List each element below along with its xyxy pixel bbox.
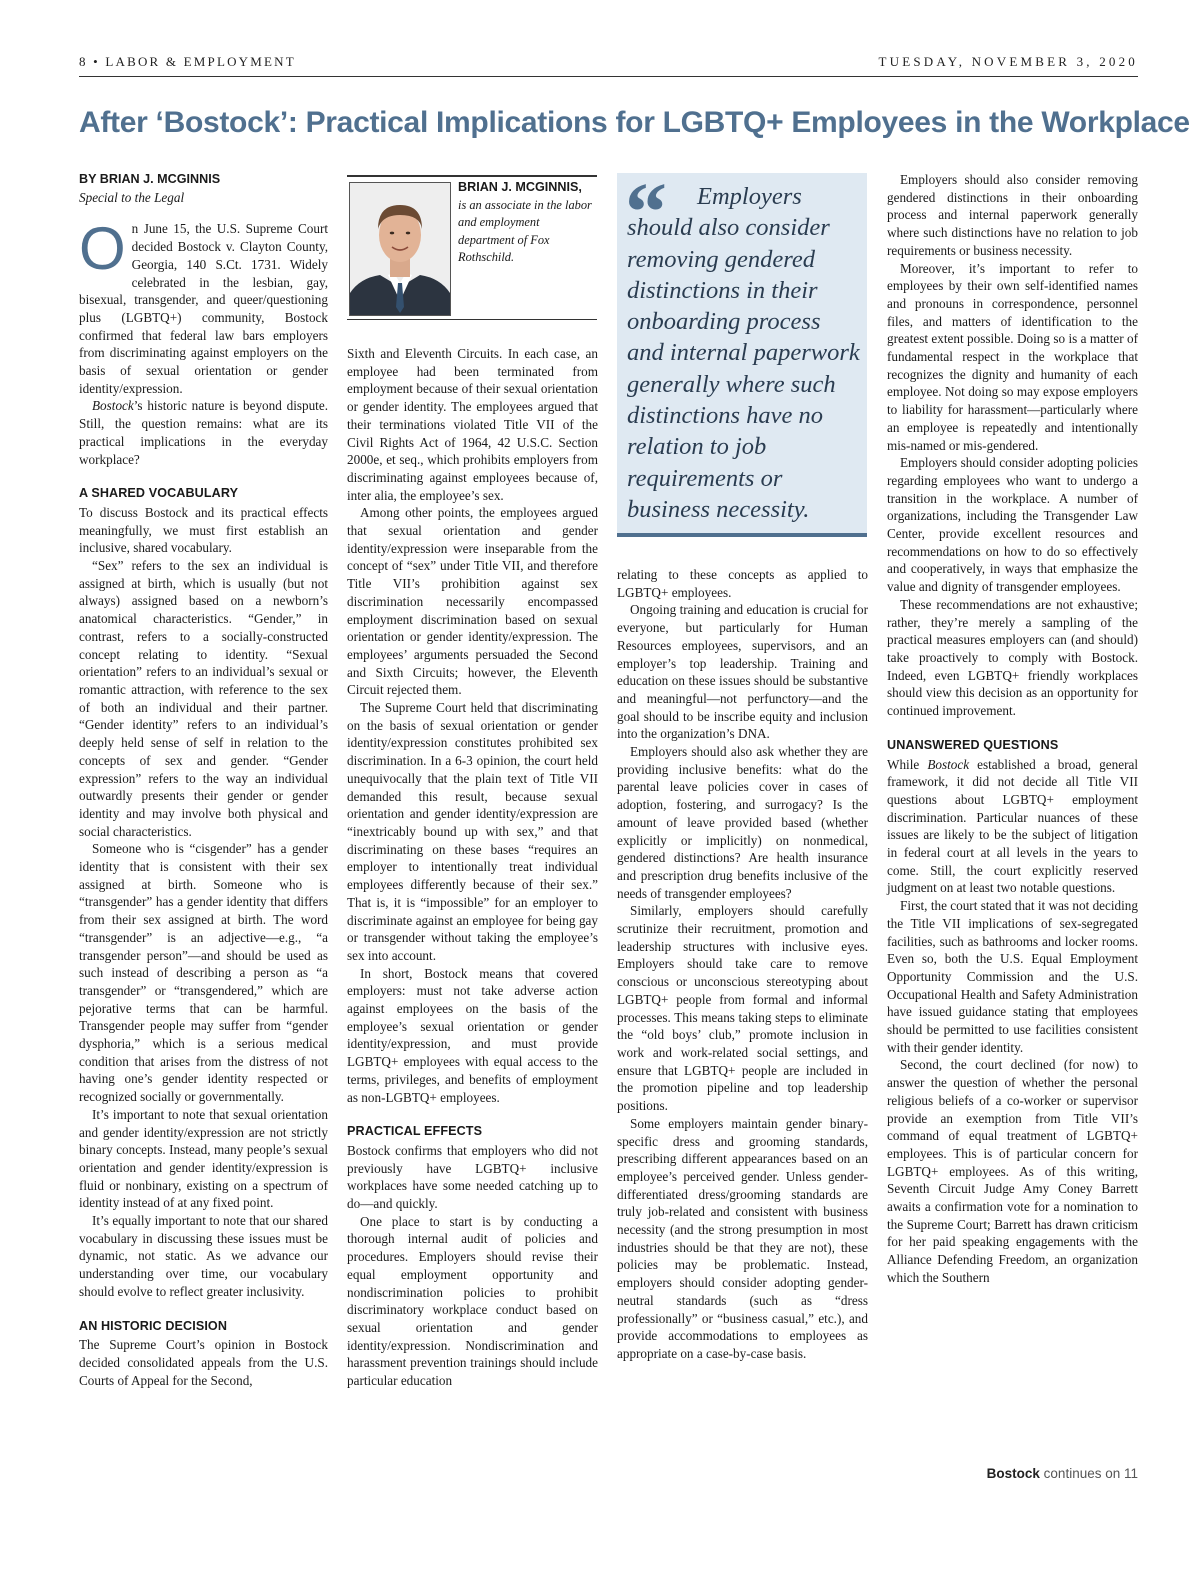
paragraph: On June 15, the U.S. Supreme Court decided Bostock v. Clayton County, Georgia, 140 S.Ct. 1731. Widely celebrated in the lesbian, gay, bisexual, transgender, and queer/questioning plus (LGBTQ+) community, Bostock confirmed that federal law bars employers from discriminating against employers on the basis of sexual orientation or gender identity/expression.: [79, 215, 328, 396]
author-name: BRIAN J. MCGINNIS,: [458, 180, 582, 194]
paragraph: Moreover, it’s important to refer to employees by their own self-identified names and pronouns in correspondence, personnel files, and matters of identification to the greatest extent possible. Doing so is a matter of fundamental respect in the workplace that recognizes the dignity and humanity of each employee. Not doing so may expose employers to liability for harassment—particularly where an employee is repeatedly and intentionally mis-named or mis-gendered.: [887, 260, 1138, 453]
column-4: [887, 171, 1138, 1287]
continuation-note: [987, 1466, 1138, 1481]
paragraph: The Supreme Court’s opinion in Bostock decided consolidated appeals from the U.S. Courts of Appeal for the Second,: [79, 1337, 328, 1388]
paragraph: The Supreme Court held that discriminating on the basis of sexual orientation or gender identity/expression constitutes prohibited sex discrimination. In a 6-3 opinion, the court held unequivocally that the plain text of Title VII demanded this result, because sexual orientation and gender identity/expression are “inextricably bound up with sex,” and that discriminating on these bases “requires an employer to intentionally treat individual employees differently because of their sex.” That is, it is “impossible” for an employer to discriminate against an employee for being gay or transgender without taking the employee’s sex into account.: [347, 700, 598, 963]
section-heading: A SHARED VOCABULARY: [79, 486, 239, 501]
paragraph: It’s important to note that sexual orientation and gender identity/expression are not strictly binary concepts. Instead, many people’s sexual orientation and gender identity/expression is fluid or nonbinary, existing on a spectrum of identity instead of at any fixed point.: [79, 1106, 328, 1211]
column-2: [347, 345, 598, 1390]
paragraph: Some employers maintain gender binary-specific dress and grooming standards, prescribing different appearances based on an employee’s perceived gender. Unless gender-differentiated dress/grooming standards are truly job-related and consistent with business necessity (and the strong presumption in most industries should be that they are not), these policies may be problematic. Instead, employers should consider adopting gender-neutral standards (such as “dress professionally” or “business casual,” etc.), and provide accommodations to employees as appropriate on a case-by-case basis.: [617, 1115, 868, 1361]
paragraph: Bostock’s historic nature is beyond dispute. Still, the question remains: what are its practical implications in the everyday workplace?: [79, 398, 328, 467]
author-description: is an associate in the labor and employment department of Fox Rothschild.: [458, 197, 592, 264]
pull-quote-text: Employers should also consider removing gendered distinctions in their onboarding process and internal paperwork generally where such distinctions have no relation to job requirements or business necessity.: [627, 183, 860, 523]
page-header: [79, 52, 1138, 72]
drop-cap: O: [79, 215, 126, 283]
continuation-keyword: Bostock: [986, 1466, 1040, 1481]
author-photo: [349, 182, 451, 316]
byline-affiliation: Special to the Legal: [79, 189, 185, 205]
paragraph: While Bostock established a broad, general framework, it did not decide all Title VII questions about LGBTQ+ employment discrimination. Particular nuances of these issues are likely to be the subject of litigation in federal court at all levels in the years to come. Still, the court explicitly reserved judgment on at least two notable questions.: [887, 756, 1138, 896]
issue-date: TUESDAY, NOVEMBER 3, 2020: [878, 54, 1138, 69]
paragraph: Bostock confirms that employers who did not previously have LGBTQ+ inclusive workplaces have some needed catching up to do—and quickly.: [347, 1142, 598, 1212]
section-label: 8 • LABOR & EMPLOYMENT: [79, 54, 296, 69]
section-heading: UNANSWERED QUESTIONS: [887, 737, 1059, 752]
paragraph: Similarly, employers should carefully scrutinize their recruitment, promotion and leadership structures with inclusive eyes. Employers should take care to remove conscious or unconscious stereotyping about LGBTQ+ people from formal and informal processes. This means taking steps to eliminate the “old boys’ club,” promote inclusion in work and work-related social settings, and ensure that LGBTQ+ people are included in the promotion pipeline and top leadership positions.: [617, 903, 868, 1114]
paragraph: These recommendations are not exhaustive; rather, they’re merely a sampling of the practical measures employers can (and should) take proactively to comply with Bostock. Indeed, even LGBTQ+ friendly workplaces should view this decision as an opportunity for continued improvement.: [887, 596, 1138, 719]
paragraph: Employers should also consider removing gendered distinctions in their onboarding process and internal paperwork generally where such distinctions have no relation to job requirements or business necessity.: [887, 172, 1138, 258]
quote-mark-icon: “: [625, 166, 667, 259]
author-box: [347, 175, 597, 320]
header-rule: [79, 76, 1138, 77]
paragraph: First, the court stated that it was not deciding the Title VII implications of sex-segregated facilities, such as bathrooms and locker rooms. Even so, both the U.S. Equal Employment Opportunity Commission and the U.S. Occupational Health and Safety Administration have issued guidance stating that employees should be permitted to use facilities consistent with their gender identity.: [887, 898, 1138, 1055]
byline: BY BRIAN J. MCGINNIS: [79, 172, 221, 186]
paragraph: Second, the court declined (for now) to answer the question of whether the personal religious beliefs of a co-worker or supervisor provide an exemption from Title VII’s command of equal treatment of LGBTQ+ employees. This is of particular concern for LGBTQ+ employees. As of this writing, Seventh Circuit Judge Amy Coney Barrett awaits a confirmation vote for a nomination to the Supreme Court; Barrett has drawn criticism for her paid speaking engagements with the Alliance Defending Freedom, an organization which the Southern: [887, 1057, 1138, 1285]
column-3: [617, 566, 868, 1363]
paragraph: Someone who is “cisgender” has a gender identity that is consistent with their sex assigned at birth. Someone who is “transgender” has a gender identity that differs from their sex assigned at birth. The word “transgender” is an adjective—e.g., “a transgender person”—and should be used as such instead of describing a person as “a transgender” or “transgendered,” which are pejorative terms that can be harmful. Transgender people may suffer from “gender dysphoria,” which is a serious medical condition that arises from the distress of not having one’s gender identity respected or recognized socially or governmentally.: [79, 841, 328, 1105]
paragraph: One place to start is by conducting a thorough internal audit of policies and procedures. Employers should revise their equal employment opportunity and nondiscrimination policies to prohibit discriminatory workplace conduct based on sexual orientation and gender identity/expression. Nondiscrimination and harassment prevention trainings should include particular education: [347, 1213, 598, 1389]
paragraph: Sixth and Eleventh Circuits. In each case, an employee had been terminated from employment because of their sexual orientation or gender identity. The employees argued that their terminations violated Title VII of the Civil Rights Act of 1964, 42 U.S.C. Section 2000e, et seq., which prohibits employers from discriminating against employees because of, inter alia, the employee’s sex.: [347, 346, 598, 503]
section-heading: PRACTICAL EFFECTS: [347, 1124, 483, 1139]
continuation-page: continues on 11: [1039, 1466, 1138, 1481]
paragraph: Employers should also ask whether they are providing inclusive benefits: what do the parental leave policies cover in cases of adoption, fostering, and surrogacy? Is the amount of leave provided based (whether explicitly or implicitly) on nonmedical, gendered distinctions? Are health insurance and prescription drug benefits inclusive of the needs of transgender employees?: [617, 744, 868, 901]
pull-quote: [617, 166, 867, 537]
paragraph: Ongoing training and education is crucial for everyone, but particularly for Human Resources employees, supervisors, and an employer’s top leadership. Training and education on these issues should be substantive and meaningful—not perfunctory—and the goal should to be inscribe equity and inclusion into the organization’s DNA.: [617, 602, 868, 742]
paragraph: Among other points, the employees argued that sexual orientation and gender identity/expression were inseparable from the concept of “sex” under Title VII, and therefore Title VII’s prohibition against sex discrimination necessarily encompassed employment discrimination based on sexual orientation or gender identity/expression. The employees’ arguments persuaded the Second and Sixth Circuits; however, the Eleventh Circuit rejected them.: [347, 505, 598, 698]
section-heading: AN HISTORIC DECISION: [79, 1318, 228, 1333]
paragraph: In short, Bostock means that covered employers: must not take adverse action against employees on the basis of the employee’s sexual orientation or gender identity/expression, and must provide LGBTQ+ employees with equal access to the terms, privileges, and benefits of employment as non-LGBTQ+ employees.: [347, 965, 598, 1105]
paragraph: “Sex” refers to the sex an individual is assigned at birth, which is usually (but not always) assigned based on a newborn’s anatomical characteristics. “Gender,” in contrast, refers to a socially-constructed concept relating to identity. “Sexual orientation” refers to an individual’s sexual or romantic attraction, with reference to the sex of both an individual and their partner. “Gender identity” refers to an individual’s deeply held sense of self in relation to the concepts of sex and gender. “Gender expression” refers to the way an individual outwardly presents their gender or gender identity and may involve both physical and social characteristics.: [79, 558, 328, 839]
paragraph: It’s equally important to note that our shared vocabulary in discussing these issues must be dynamic, not static. As we advance our understanding over time, our vocabulary should evolve to reflect greater inclusivity.: [79, 1213, 328, 1299]
author-bio: [458, 179, 598, 267]
paragraph: Employers should consider adopting policies regarding employees who want to undergo a transition in the workplace. A number of organizations, including the Transgender Law Center, provide excellent resources and recommendations on how to do so effectively and cooperatively, in ways that emphasize the value and dignity of transgender employees.: [887, 455, 1138, 595]
paragraph: relating to these concepts as applied to LGBTQ+ employees.: [617, 567, 868, 600]
column-1: [79, 171, 328, 1389]
article-headline: After ‘Bostock’: Practical Implications for LGBTQ+ Employees in the Workplace: [79, 106, 1190, 139]
paragraph: To discuss Bostock and its practical effects meaningfully, we must first establish an inclusive, shared vocabulary.: [79, 504, 328, 556]
